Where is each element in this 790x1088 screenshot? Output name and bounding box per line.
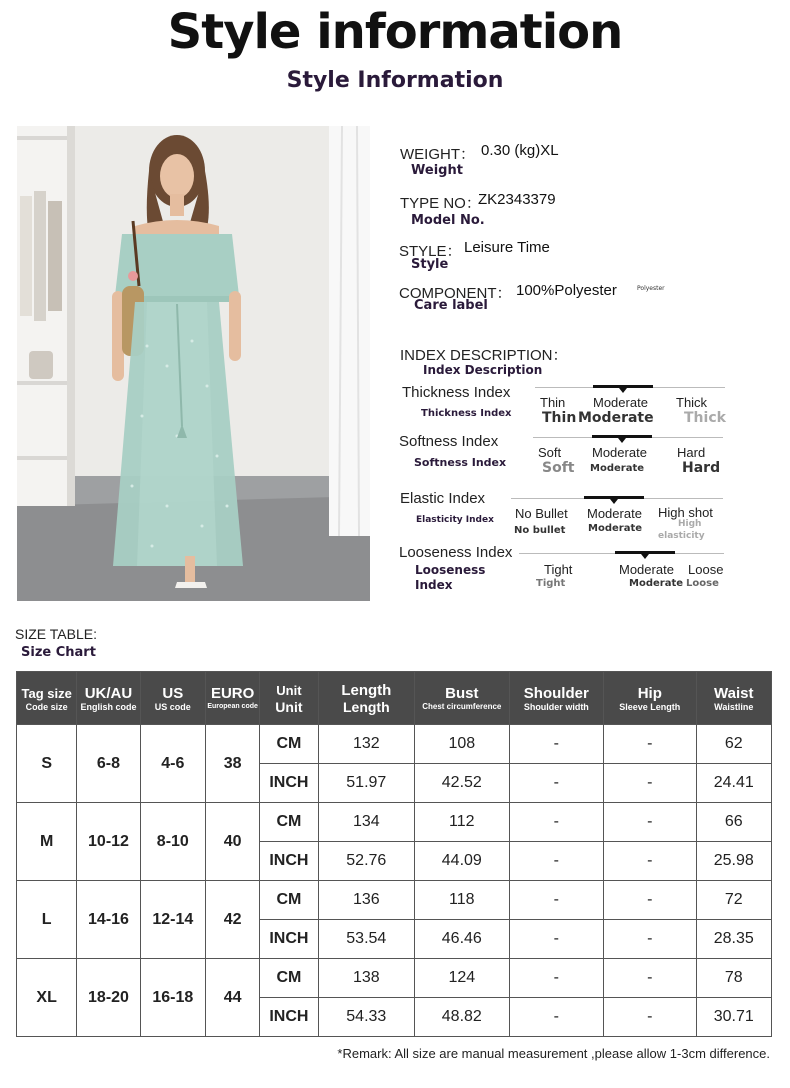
elastic-sub: Elasticity Index	[416, 515, 494, 525]
softness-sub-moderate: Moderate	[590, 463, 645, 474]
cell-shoulder: -	[509, 881, 604, 920]
page-subtitle: Style Information	[286, 68, 504, 93]
cell-size: L	[17, 881, 77, 959]
softness-sub-soft: Soft	[542, 460, 575, 476]
thickness-option-thin: Thin	[540, 395, 566, 410]
cell-bust: 118	[415, 881, 510, 920]
cell-waist: 66	[696, 803, 771, 842]
thickness-option-thick: Thick	[676, 395, 708, 410]
cell-length: 132	[318, 725, 415, 764]
cell-waist: 72	[696, 881, 771, 920]
cell-waist: 28.35	[696, 920, 771, 959]
cell-us: 12-14	[140, 881, 205, 959]
component-tiny: Polyester	[637, 285, 665, 292]
cell-length: 54.33	[318, 998, 415, 1037]
elastic-title: Elastic Index	[400, 490, 486, 507]
thickness-sub-thin: Thin	[542, 410, 577, 426]
cell-euro: 44	[205, 959, 259, 1037]
index-sub: Index Description	[423, 363, 543, 377]
style-label: STYLE：	[399, 243, 462, 260]
elastic-sub-moderate: Moderate	[588, 523, 643, 534]
cell-shoulder: -	[509, 998, 604, 1037]
cell-uk: 14-16	[77, 881, 140, 959]
thickness-sub-thick: Thick	[684, 410, 726, 426]
thickness-marker	[619, 388, 627, 393]
cell-bust: 124	[415, 959, 510, 998]
cell-shoulder: -	[509, 920, 604, 959]
cell-us: 8-10	[140, 803, 205, 881]
cell-bust: 48.82	[415, 998, 510, 1037]
cell-length: 52.76	[318, 842, 415, 881]
table-row	[17, 959, 772, 998]
component-value: 100%Polyester	[516, 282, 617, 299]
cell-hip: -	[604, 725, 696, 764]
cell-bust: 108	[415, 725, 510, 764]
cell-hip: -	[604, 842, 696, 881]
cell-waist: 30.71	[696, 998, 771, 1037]
cell-shoulder: -	[509, 842, 604, 881]
cell-bust: 112	[415, 803, 510, 842]
header-shoulder: Shoulder Shoulder width	[509, 672, 604, 725]
header-waist: Waist Waistline	[696, 672, 771, 725]
softness-marker	[618, 438, 626, 443]
header-hip: Hip Sleeve Length	[604, 672, 696, 725]
index-title: INDEX DESCRIPTION：	[400, 347, 568, 364]
cell-waist: 78	[696, 959, 771, 998]
table-row	[17, 725, 772, 764]
softness-title: Softness Index	[399, 433, 499, 450]
header-bust: Bust Chest circumference	[415, 672, 510, 725]
elastic-sub-high: High	[678, 519, 702, 529]
cell-shoulder: -	[509, 764, 604, 803]
cell-unit: INCH	[260, 920, 318, 959]
softness-option-soft: Soft	[538, 445, 562, 460]
cell-waist: 25.98	[696, 842, 771, 881]
cell-unit: CM	[260, 881, 318, 920]
component-label: COMPONENT：	[399, 285, 512, 302]
cell-size: S	[17, 725, 77, 803]
size-table-sub: Size Chart	[21, 645, 96, 660]
looseness-sub-2: Index	[415, 578, 453, 592]
size-table-label: SIZE TABLE:	[15, 626, 97, 642]
cell-waist: 24.41	[696, 764, 771, 803]
cell-bust: 46.46	[415, 920, 510, 959]
cell-waist: 62	[696, 725, 771, 764]
elastic-sub-elasticity: elasticity	[658, 531, 705, 541]
softness-sub: Softness Index	[414, 456, 507, 469]
looseness-sub-tight: Tight	[536, 578, 566, 589]
cell-euro: 40	[205, 803, 259, 881]
cell-length: 51.97	[318, 764, 415, 803]
type-value: ZK2343379	[478, 191, 556, 208]
remark-note: *Remark: All size are manual measurement ,please allow 1-3cm difference.	[337, 1046, 770, 1061]
cell-length: 53.54	[318, 920, 415, 959]
elastic-option-moderate: Moderate	[587, 506, 642, 521]
page-title: Style information	[167, 4, 623, 60]
cell-hip: -	[604, 920, 696, 959]
cell-uk: 18-20	[77, 959, 140, 1037]
cell-uk: 10-12	[77, 803, 140, 881]
size-table-header	[17, 672, 772, 725]
looseness-option-tight: Tight	[544, 562, 573, 577]
cell-euro: 42	[205, 881, 259, 959]
header-length: Length Length	[318, 672, 415, 725]
softness-sub-hard: Hard	[682, 460, 721, 476]
cell-shoulder: -	[509, 959, 604, 998]
looseness-title: Looseness Index	[399, 544, 513, 561]
looseness-sub-moderate: Moderate	[629, 578, 684, 589]
looseness-marker	[641, 554, 649, 559]
thickness-title: Thickness Index	[402, 384, 511, 401]
table-row	[17, 803, 772, 842]
weight-sub: Weight	[411, 163, 463, 178]
cell-unit: CM	[260, 725, 318, 764]
style-sub: Style	[411, 257, 449, 272]
elastic-sub-no-bullet: No bullet	[514, 525, 566, 536]
elastic-option-no-bullet: No Bullet	[515, 506, 568, 521]
cell-hip: -	[604, 998, 696, 1037]
looseness-sub-loose: Loose	[686, 578, 719, 589]
cell-unit: INCH	[260, 998, 318, 1037]
header-tag-size: Tag size Code size	[17, 672, 77, 725]
cell-size: M	[17, 803, 77, 881]
cell-unit: INCH	[260, 764, 318, 803]
cell-bust: 44.09	[415, 842, 510, 881]
softness-option-moderate: Moderate	[592, 445, 647, 460]
header-unit: Unit Unit	[260, 672, 318, 725]
cell-hip: -	[604, 803, 696, 842]
cell-unit: INCH	[260, 842, 318, 881]
cell-unit: CM	[260, 803, 318, 842]
size-table	[16, 671, 772, 1037]
cell-hip: -	[604, 959, 696, 998]
looseness-option-moderate: Moderate	[619, 562, 674, 577]
thickness-sub: Thickness Index	[421, 408, 512, 419]
cell-length: 134	[318, 803, 415, 842]
cell-length: 138	[318, 959, 415, 998]
looseness-sub-1: Looseness	[415, 563, 486, 577]
header-euro: EURO European code	[205, 672, 259, 725]
cell-size: XL	[17, 959, 77, 1037]
cell-hip: -	[604, 764, 696, 803]
thickness-sub-moderate: Moderate	[578, 410, 654, 426]
component-sub: Care label	[414, 298, 488, 313]
table-row	[17, 881, 772, 920]
thickness-option-moderate: Moderate	[593, 395, 648, 410]
style-value: Leisure Time	[464, 239, 550, 256]
looseness-option-loose: Loose	[688, 562, 724, 577]
type-label: TYPE NO：	[400, 195, 481, 212]
cell-euro: 38	[205, 725, 259, 803]
cell-uk: 6-8	[77, 725, 140, 803]
softness-option-hard: Hard	[677, 445, 706, 460]
header-us: US US code	[140, 672, 205, 725]
cell-shoulder: -	[509, 803, 604, 842]
cell-unit: CM	[260, 959, 318, 998]
cell-us: 4-6	[140, 725, 205, 803]
cell-shoulder: -	[509, 725, 604, 764]
cell-hip: -	[604, 881, 696, 920]
elastic-option-high-shot: High shot	[658, 505, 713, 520]
weight-label: WEIGHT：	[400, 146, 475, 163]
cell-length: 136	[318, 881, 415, 920]
elastic-marker	[610, 499, 618, 504]
cell-us: 16-18	[140, 959, 205, 1037]
type-sub: Model No.	[411, 213, 485, 228]
cell-bust: 42.52	[415, 764, 510, 803]
header-uk: UK/AU English code	[77, 672, 140, 725]
weight-value: 0.30 (kg)XL	[481, 142, 559, 159]
